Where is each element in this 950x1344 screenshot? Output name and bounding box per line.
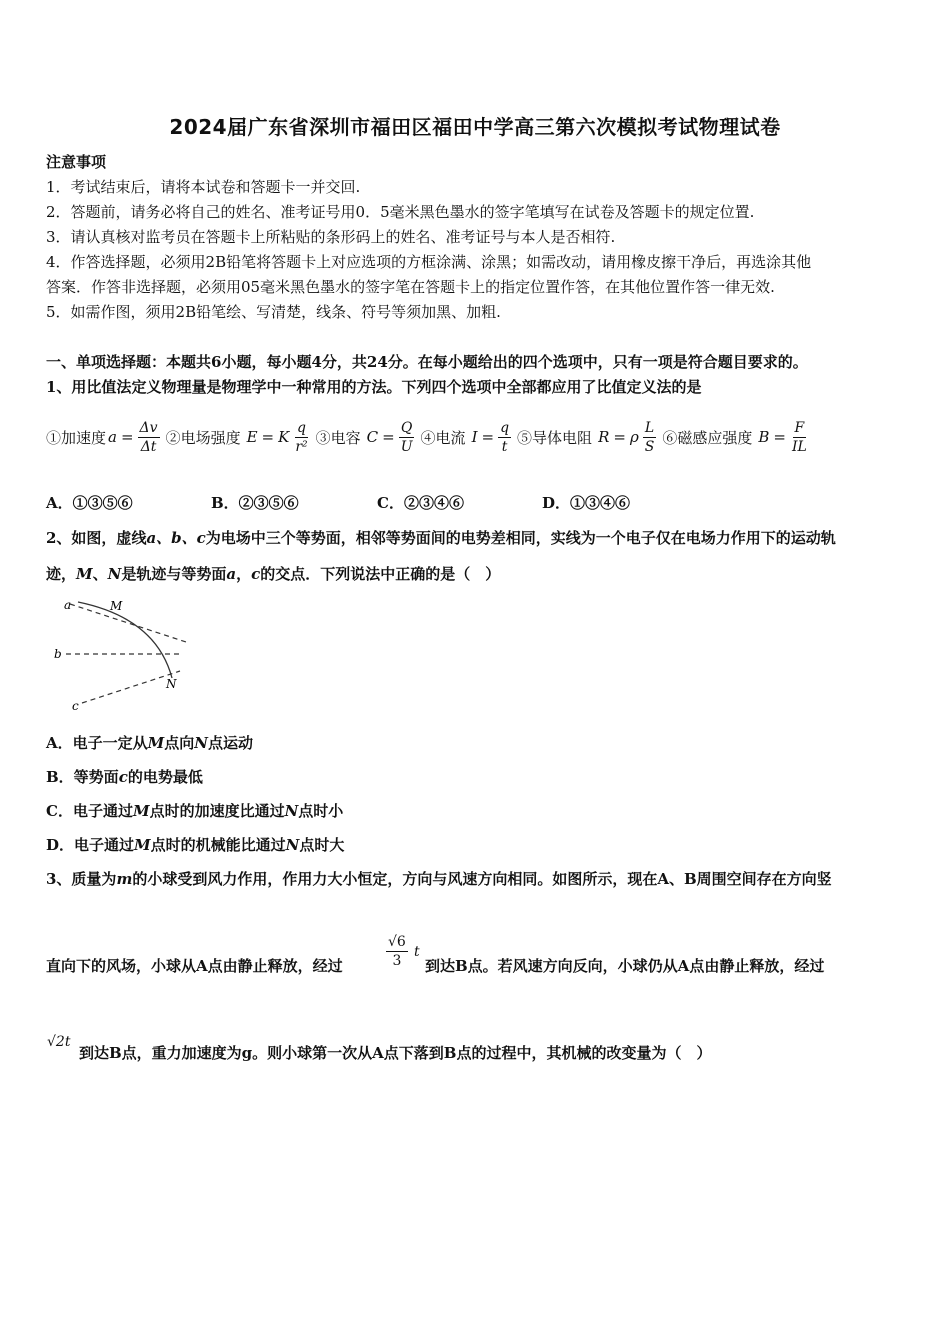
text-span: 的交点．下列说法中正确的是（ ） — [260, 565, 501, 583]
var-span: a — [226, 565, 237, 583]
text-span: 的电势最低 — [127, 768, 203, 786]
text-span: 点时小 — [298, 802, 344, 820]
formula-var: C — [366, 428, 379, 446]
denominator: r² — [295, 438, 308, 455]
numerator: Δv — [139, 419, 158, 436]
label-m: M — [110, 599, 123, 613]
var-span: M — [132, 802, 150, 820]
var-span: a、b、c — [146, 529, 206, 547]
text-span: 3、质量为 — [46, 870, 117, 888]
page-title: 2024届广东省深圳市福田区福田中学高三第六次模拟考试物理试卷 — [169, 115, 781, 139]
denominator: t — [501, 438, 508, 455]
time-var: t — [414, 944, 420, 960]
numerator: √6 — [388, 934, 406, 950]
numerator: q — [500, 419, 510, 436]
q1-option-d[interactable]: D．①③④⑥ — [542, 494, 631, 512]
var-span: M — [147, 734, 165, 752]
q2-option-a[interactable] — [46, 733, 253, 753]
notice-item: 4．作答选择题，必须用2B铅笔将答题卡上对应选项的方框涂满、涂黑；如需改动，请用橡皮擦干净后，再选涂其他 — [46, 253, 812, 271]
formula-var: R — [598, 428, 610, 446]
text-span: 点运动 — [207, 734, 253, 752]
equals-sign: = — [261, 428, 275, 446]
formula-var: B — [758, 428, 770, 446]
label-n: N — [166, 677, 177, 691]
q2-option-b[interactable] — [46, 767, 203, 787]
fraction-resistance — [643, 419, 657, 456]
q1-formula-row — [46, 412, 906, 462]
text-span: 是轨迹与等势面 — [121, 565, 227, 583]
var-span: c — [118, 768, 128, 786]
label-b: b — [54, 647, 62, 661]
text-span: 为电场中三个等势面，相邻等势面间的电势差相同，实线为一个电子仅在电场力作用下的运动轨 — [205, 529, 836, 547]
q2-stem-line2 — [46, 564, 500, 584]
label-a: a — [64, 598, 72, 612]
equipotential-a-line — [70, 604, 186, 642]
q1-label-2: ②电场强度 — [165, 428, 241, 447]
q1-stem: 1、用比值法定义物理量是物理学中一种常用的方法。下列四个选项中全部都应用了比值定义法的是 — [46, 378, 702, 396]
notice-item: 1．考试结束后，请将本试卷和答题卡一并交回. — [46, 178, 361, 196]
text-span: 点时的加速度比通过 — [149, 802, 285, 820]
sqrt6-over-3-fraction — [386, 933, 408, 970]
q3-line3: 到达B点，重力加速度为g。则小球第一次从A点下落到B点的过程中，其机械的改变量为（ ） — [79, 1044, 712, 1062]
text-span: D．电子通过 — [46, 836, 135, 854]
q3-line2-end: 到达B点。若风速方向反向，小球仍从A点由静止释放，经过 — [425, 957, 825, 975]
section-header: 一、单项选择题：本题共6小题，每小题4分，共24分。在每小题给出的四个选项中，只有一项是符合题目要求的。 — [46, 353, 808, 371]
trajectory-curve — [78, 602, 172, 678]
var-span: N — [194, 734, 208, 752]
q2-stem-line1 — [46, 528, 836, 548]
var-span: m — [116, 870, 133, 888]
fraction-acceleration — [138, 419, 160, 456]
fraction-magnetic-induction — [790, 419, 809, 456]
var-span: N — [107, 565, 122, 583]
var-span: c — [251, 565, 261, 583]
notice-item: 3．请认真核对监考员在答题卡上所粘贴的条形码上的姓名、准考证号与本人是否相符. — [46, 228, 616, 246]
text-span: 点时的机械能比通过 — [150, 836, 286, 854]
text-span: 点时大 — [299, 836, 345, 854]
fraction-capacitance — [399, 419, 415, 456]
equals-sign: = — [120, 428, 134, 446]
formula-var: E — [246, 428, 258, 446]
numerator: q — [297, 419, 306, 436]
numerator: F — [794, 419, 805, 436]
q1-option-a[interactable]: A．①③⑤⑥ — [46, 494, 133, 512]
q3-line2-start: 直向下的风场，小球从A点由静止释放，经过 — [46, 957, 343, 975]
sqrt2t-expression: √2t — [47, 1034, 71, 1050]
var-span: N — [285, 836, 300, 854]
equals-sign: = — [613, 428, 626, 446]
text-span: 的小球受到风力作用，作用力大小恒定，方向与风速方向相同。如图所示，现在A、B周围空间存在方向竖 — [132, 870, 832, 888]
equipotential-figure — [48, 596, 198, 716]
var-span: M — [134, 836, 151, 854]
formula-var: I — [471, 428, 478, 446]
q1-label-1: ①加速度 — [46, 428, 107, 447]
q2-option-c[interactable] — [46, 801, 343, 821]
fraction-current — [498, 419, 511, 456]
formula-var: a — [108, 428, 117, 446]
q1-label-3: ③电容 — [315, 428, 361, 447]
q3-line1 — [46, 869, 832, 889]
text-span: 2、如图，虚线 — [46, 529, 147, 547]
text-span: ， — [236, 565, 252, 583]
denominator: U — [400, 438, 413, 455]
denominator: Δt — [140, 438, 157, 455]
text-span: 迹， — [46, 565, 77, 583]
notice-item: 2．答题前，请务必将自己的姓名、准考证号用0．5毫米黑色墨水的签字笔填写在试卷及答题卡的规定位置. — [46, 203, 755, 221]
q1-label-4: ④电流 — [420, 428, 466, 447]
formula-var: ρ — [629, 428, 639, 446]
denominator: S — [644, 438, 655, 455]
equals-sign: = — [481, 428, 495, 446]
numerator: Q — [400, 419, 413, 436]
label-c: c — [72, 699, 79, 713]
q2-option-d[interactable] — [46, 835, 344, 855]
text-span: A．电子一定从 — [46, 734, 148, 752]
formula-var: K — [278, 428, 290, 446]
text-span: B．等势面 — [46, 768, 119, 786]
var-span: N — [284, 802, 299, 820]
var-span: M — [76, 565, 93, 583]
notice-item: 5．如需作图，须用2B铅笔绘、写清楚，线条、符号等须加黑、加粗. — [46, 303, 501, 321]
notice-item: 答案．作答非选择题，必须用05毫米黑色墨水的签字笔在答题卡上的指定位置作答，在其他位置作答一律无效. — [46, 278, 775, 296]
q1-option-b[interactable]: B．②③⑤⑥ — [211, 494, 299, 512]
equals-sign: = — [773, 428, 786, 446]
q1-label-6: ⑥磁感应强度 — [662, 428, 753, 447]
text-span: C．电子通过 — [46, 802, 133, 820]
equals-sign: = — [382, 428, 395, 446]
q1-option-c[interactable]: C．②③④⑥ — [377, 494, 464, 512]
denominator: IL — [791, 438, 807, 455]
q1-label-5: ⑤导体电阻 — [517, 428, 593, 447]
notice-heading: 注意事项 — [46, 153, 107, 171]
numerator: L — [644, 419, 655, 436]
denominator: 3 — [392, 953, 402, 969]
text-span: 点向 — [164, 734, 195, 752]
fraction-field-strength — [293, 419, 309, 456]
text-span: 、 — [92, 565, 108, 583]
